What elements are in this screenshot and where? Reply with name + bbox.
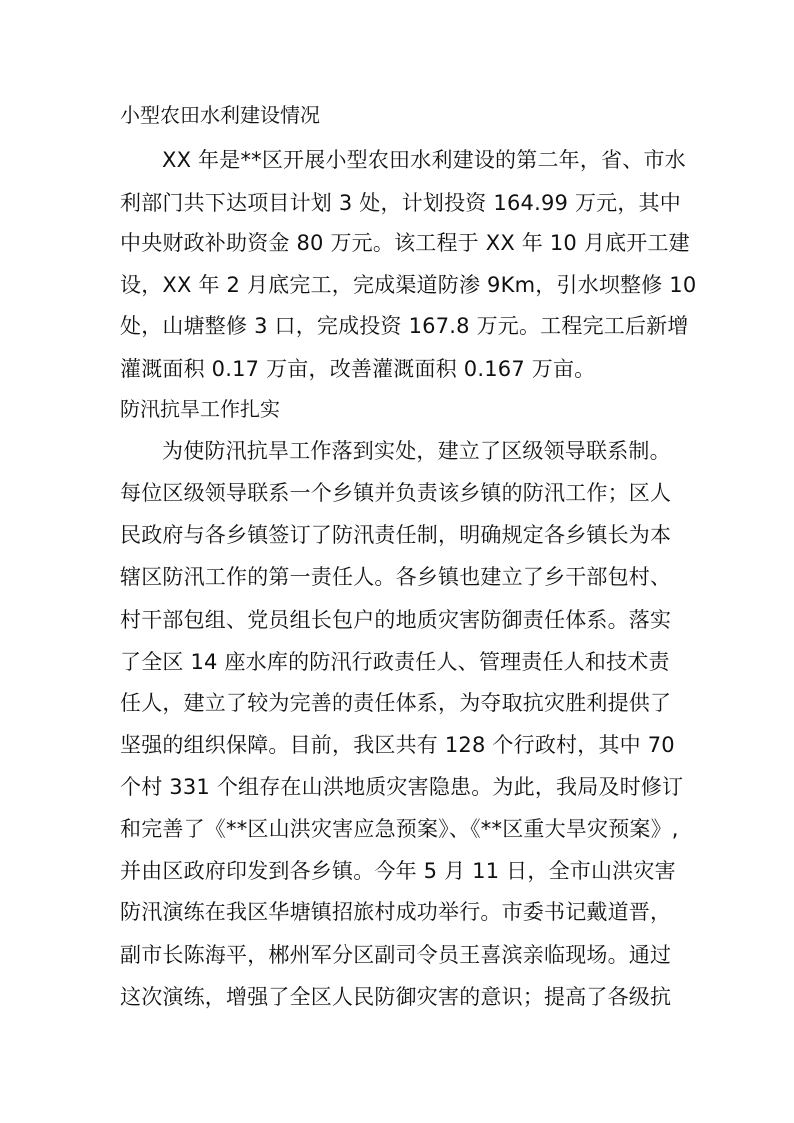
paragraph-line: 防汛演练在我区华塘镇招旅村成功举行。市委书记戴道晋， [120,900,672,924]
paragraph-line: 任人，建立了较为完善的责任体系，为夺取抗灾胜利提供了 [120,691,672,715]
paragraph-line: 民政府与各乡镇签订了防汛责任制，明确规定各乡镇长为本 [120,523,672,547]
paragraph-line: 个村 331 个组存在山洪地质灾害隐患。为此，我局及时修订 [120,775,684,799]
paragraph-line: 这次演练，增强了全区人民防御灾害的意识；提高了各级抗 [120,985,672,1009]
section-heading-flood-drought: 防汛抗旱工作扎实 [120,397,280,421]
paragraph-line: 并由区政府印发到各乡镇。今年 5 月 11 日，全市山洪灾害 [120,859,676,883]
paragraph-line: 了全区 14 座水库的防汛行政责任人、管理责任人和技术责 [120,650,670,674]
paragraph-line: 利部门共下达项目计划 3 处，计划投资 164.99 万元，其中 [120,191,681,215]
paragraph-line: 处，山塘整修 3 口，完成投资 167.8 万元。工程完工后新增 [120,314,689,338]
section-heading-farmland-irrigation: 小型农田水利建设情况 [120,103,320,127]
paragraph-line: 和完善了《**区山洪灾害应急预案》、《**区重大旱灾预案》, [120,817,679,841]
paragraph-line: XX 年是**区开展小型农田水利建设的第二年，省、市水 [162,148,686,172]
paragraph-line: 坚强的组织保障。目前，我区共有 128 个行政村，其中 70 [120,733,675,757]
paragraph-line: 每位区级领导联系一个乡镇并负责该乡镇的防汛工作；区人 [120,481,672,505]
paragraph-line: 副市长陈海平，郴州军分区副司令员王喜滨亲临现场。通过 [120,943,672,967]
paragraph-line: 为使防汛抗旱工作落到实处，建立了区级领导联系制。 [162,439,671,463]
paragraph-line: 设，XX 年 2 月底完工，完成渠道防渗 9Km，引水坝整修 10 [120,273,697,297]
paragraph-line: 灌溉面积 0.17 万亩，改善灌溉面积 0.167 万亩。 [120,357,596,381]
paragraph-line: 辖区防汛工作的第一责任人。各乡镇也建立了乡干部包村、 [120,565,672,589]
paragraph-line: 中央财政补助资金 80 万元。该工程于 XX 年 10 月底开工建 [120,231,690,255]
paragraph-line: 村干部包组、党员组长包户的地质灾害防御责任体系。落实 [120,608,672,632]
